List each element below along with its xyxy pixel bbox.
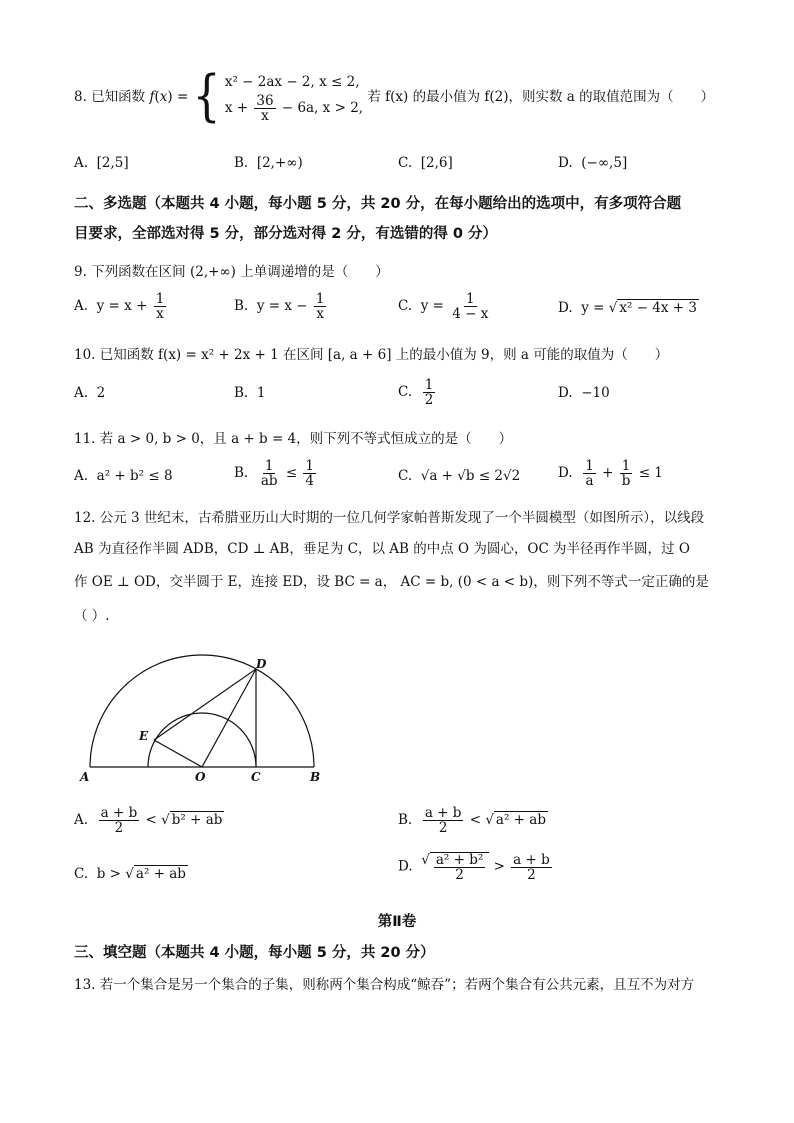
- question-12-line4: （ ）.: [74, 608, 110, 624]
- segment-oe: [154, 740, 202, 767]
- q11-option-a: A. a² + b² ≤ 8: [74, 468, 173, 484]
- q10-option-a: A. 2: [74, 385, 106, 401]
- q10-option-d: D. −10: [558, 385, 610, 401]
- q11-option-d: D. $\frac{1}{a}$ + $\frac{1}{b}$ ≤ 1: [558, 458, 663, 490]
- section-2-heading-line2: 目要求，全部选对得 5 分，部分选对得 2 分，有选错的得 0 分）: [74, 226, 498, 242]
- q8-frac-num: 36: [256, 92, 274, 109]
- section-3-heading: 三、填空题（本题共 4 小题，每小题 5 分，共 20 分）: [74, 945, 435, 961]
- q8-option-d: D. (−∞,5]: [558, 155, 628, 171]
- label-o: O: [195, 770, 206, 784]
- label-b: B: [310, 770, 321, 784]
- q8-prefix: 已知函数: [91, 88, 146, 105]
- q11-option-b: B. $\frac{1}{ab}$ ≤ $\frac{1}{4}$: [234, 458, 315, 490]
- question-9: 9. 下列函数在区间 (2,+∞) 上单调递增的是（ ）: [74, 264, 389, 280]
- q10-option-c: C. $\frac{1}{2}$: [398, 377, 434, 409]
- q8-fraction: [254, 94, 275, 123]
- question-12-line3: 作 OE ⊥ OD，交半圆于 E，连接 ED，设 BC = a， AC = b, (0 < a < b)，则下列不等式一定正确的是: [74, 574, 709, 590]
- sqrt-icon: √ x² − 4x + 3: [608, 300, 697, 316]
- question-8: 8. 已知函数 f(x) = { x² − 2ax − 2, x ≤ 2, x + $\frac{36}{x}$ − 6a, x > 2, 若 f(x) 的最小值为 f(2)，则实数 a 的取值范围为（ ）: [74, 64, 715, 129]
- q8-piece2-a: x +: [224, 99, 249, 116]
- part-2-title: 第Ⅱ卷: [377, 914, 417, 930]
- q8-piece1: x² − 2ax − 2, x ≤ 2,: [224, 74, 360, 90]
- q8-option-c: C. [2,6]: [398, 155, 453, 171]
- label-e: E: [139, 729, 149, 743]
- q9-option-c: C. y = $\frac{1}{4 - x}$: [398, 291, 489, 323]
- q8-option-b: B. [2,+∞): [234, 155, 303, 171]
- q12-option-c: C. b > √ a² + ab: [74, 866, 186, 882]
- q12-option-d: D. √ $\frac{\text{a² + b²}}{2}$ > $\frac{a + b}{2}$: [398, 851, 550, 884]
- q12-option-a: A. $\frac{a + b}{2}$ < √ b² + ab: [74, 805, 223, 837]
- q9-option-b: B. y = x − $\frac{1}{x}$: [234, 291, 325, 323]
- q10-option-b: B. 1: [234, 385, 266, 401]
- semicircle-small: [148, 713, 256, 767]
- q8-suffix: 若 f(x) 的最小值为 f(2)，则实数 a 的取值范围为（ ）: [367, 88, 715, 105]
- segment-od: [202, 669, 256, 767]
- label-d: D: [256, 657, 267, 671]
- q8-piece2: [225, 94, 363, 123]
- label-c: C: [251, 770, 261, 784]
- q8-piece2-b: − 6a, x > 2,: [281, 99, 364, 116]
- pappus-semicircle-figure: [74, 640, 334, 790]
- question-11: 11. 若 a > 0, b > 0，且 a + b = 4，则下列不等式恒成立的是（ ）: [74, 431, 513, 447]
- q8-frac-den: x: [261, 107, 269, 124]
- q8-option-a: A. [2,5]: [74, 155, 129, 171]
- question-10: 10. 已知函数 f(x) = x² + 2x + 1 在区间 [a, a + 6] 上的最小值为 9，则 a 可能的取值为（ ）: [74, 347, 669, 363]
- semicircle-adb: [90, 655, 314, 767]
- q12-option-b: B. $\frac{a + b}{2}$ < √ a² + ab: [398, 805, 546, 837]
- q8-number: 8.: [74, 88, 87, 105]
- question-12-line1: 12. 公元 3 世纪末，古希腊亚历山大时期的一位几何学家帕普斯发现了一个半圆模型（如图所示），以线段: [74, 510, 705, 526]
- q11-option-c: C. √a + √b ≤ 2√2: [398, 468, 521, 484]
- q8-piecewise: [225, 72, 363, 123]
- q9-option-d: D. y = √ x² − 4x + 3: [558, 300, 697, 316]
- question-12-line2: AB 为直径作半圆 ADB，CD ⊥ AB，垂足为 C，以 AB 的中点 O 为圆心，OC 为半径再作半圆，过 O: [74, 541, 690, 557]
- q9-option-a: A. y = x + $\frac{1}{x}$: [74, 291, 165, 323]
- section-2-heading-line1: 二、多选题（本题共 4 小题，每小题 5 分，共 20 分，在每小题给出的选项中，有多项符合题: [74, 196, 682, 212]
- question-13: 13. 若一个集合是另一个集合的子集，则称两个集合构成“鲸吞”；若两个集合有公共元素，且互不为对方: [74, 977, 695, 993]
- left-brace-icon: {: [192, 64, 221, 129]
- label-a: A: [80, 770, 90, 784]
